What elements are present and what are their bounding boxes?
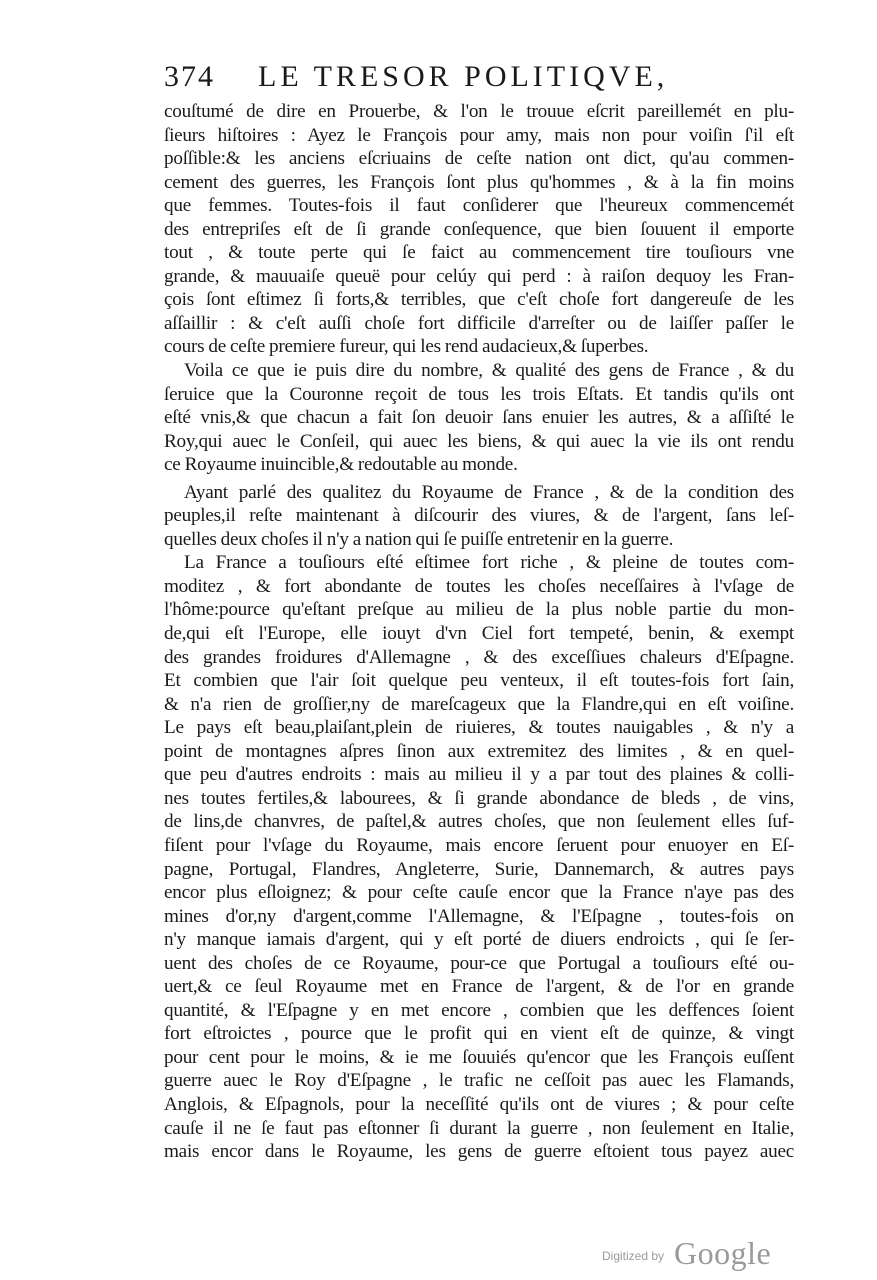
text-line: tout , & toute perte qui ſe faict au commencement tire touſiours vne — [164, 242, 794, 264]
text-line: uent des choſes de ce Royaume, pour-ce que Portugal a touſiours eſté ou- — [164, 952, 794, 974]
text-line: pour cent pour le moins, & ie me ſouuiés qu'encor que les François euſſent — [164, 1046, 794, 1068]
google-digitized-watermark — [602, 1235, 782, 1271]
page-number: 374 — [164, 60, 215, 93]
text-line: fiſent pour l'vſage du Royaume, mais encore ſeruent pour enuoyer en Eſ- — [164, 834, 794, 856]
text-line: peuples,il reſte maintenant à diſcourir des viures, & de l'argent, ſans leſ- — [164, 505, 794, 527]
text-line: des grandes froidures d'Allemagne , & des exceſſiues chaleurs d'Eſpagne. — [164, 646, 794, 668]
watermark-digitized-label: Digitized by — [602, 1249, 665, 1263]
text-line: La France a touſiours eſté eſtimee fort riche , & pleine de toutes com- — [184, 552, 794, 574]
text-line: de,qui eſt l'Europe, elle iouyt d'vn Ciel fort tempeté, benin, & exempt — [164, 623, 794, 645]
text-line: des entrepriſes eſt de ſi grande conſequence, que bien ſouuent il emporte — [164, 218, 794, 240]
text-line: cement des guerres, les François ſont plus qu'hommes , & à la fin moins — [164, 171, 794, 193]
text-line: mines d'or,ny d'argent,comme l'Allemagne, & l'Eſpagne , toutes-fois on — [164, 905, 794, 927]
text-line: que femmes. Toutes-fois il faut conſiderer que l'heureux commencemét — [164, 195, 794, 217]
text-line: ce Royaume inuincible,& redoutable au monde. — [164, 454, 518, 476]
text-line: Voila ce que ie puis dire du nombre, & qualité des gens de France , & du — [184, 360, 794, 382]
text-line: fort eſtroictes , pource que le profit qui en vient eſt de quinze, & vingt — [164, 1023, 794, 1045]
text-line: point de montagnes aſpres ſinon aux extremitez des limites , & en quel- — [164, 740, 794, 762]
text-line: n'y manque iamais d'argent, qui y eſt porté de diuers endroicts , qui ſe ſer- — [164, 929, 794, 951]
text-line: moditez , & fort abondante de toutes les choſes neceſſaires à l'vſage de — [164, 575, 794, 597]
text-line: encor plus eſloignez; & pour ceſte cauſe encor que la France n'aye pas des — [164, 882, 794, 904]
text-line: cauſe il ne ſe faut pas eſtonner ſi durant la guerre , non ſeulement en Italie, — [164, 1117, 794, 1139]
text-line: poſſible:& les anciens eſcriuains de ceſte nation ont dict, qu'au commen- — [164, 148, 794, 170]
text-line: quantité, & l'Eſpagne y en met encore , combien que les deffences ſoient — [164, 999, 794, 1021]
text-line: Ayant parlé des qualitez du Royaume de France , & de la condition des — [184, 481, 794, 503]
text-line: cours de ceſte premiere fureur, qui les rend audacieux,& ſuperbes. — [164, 336, 649, 358]
text-line: que peu d'autres endroits : mais au milieu il y a par tout des plaines & colli- — [164, 764, 794, 786]
google-logo: Google — [674, 1235, 772, 1271]
text-line: mais encor dans le Royaume, les gens de guerre eſtoient tous payez auec — [164, 1141, 794, 1163]
running-title: LE TRESOR POLITIQVE, — [258, 60, 669, 93]
text-line: aſſaillir : & c'eſt auſſi choſe fort difficile d'arreſter ou de laiſſer paſſer le — [164, 312, 794, 334]
text-line: Et combien que l'air ſoit quelque peu venteux, il eſt toutes-fois fort ſain, — [164, 670, 794, 692]
text-line: quelles deux choſes il n'y a nation qui ſe puiſſe entretenir en la guerre. — [164, 528, 674, 550]
text-line: grande, & mauuaiſe queuë pour celúy qui perd : à raiſon dequoy les Fran- — [164, 265, 794, 287]
text-line: guerre auec le Roy d'Eſpagne , le trafic ne ceſſoit pas auec les Flamands, — [164, 1070, 794, 1092]
text-line: nes toutes fertiles,& labourees, & ſi grande abondance de bleds , de vins, — [164, 787, 794, 809]
text-line: l'hôme:pource qu'eſtant preſque au milieu de la plus noble partie du mon- — [164, 599, 794, 621]
text-line: ſeruice que la Couronne reçoit de tous les trois Eſtats. Et tandis qu'ils ont — [164, 383, 794, 405]
text-line: Roy,qui auec le Conſeil, qui auec les biens, & qui auec la vie ils ont rendu — [164, 430, 794, 452]
text-line: uert,& ce ſeul Royaume met en France de l'argent, & de l'or en grande — [164, 976, 794, 998]
text-line: Le pays eſt beau,plaiſant,plein de riuieres, & toutes nauigables , & n'y a — [164, 717, 794, 739]
text-line: & n'a rien de groſſier,ny de mareſcageux que la Flandre,qui en eſt voiſine. — [164, 693, 794, 715]
text-line: de lins,de chanvres, de paſtel,& autres choſes, que non ſeulement elles ſuf- — [164, 811, 794, 833]
text-line: pagne, Portugal, Flandres, Angleterre, Surie, Dannemarch, & autres pays — [164, 858, 794, 880]
text-line: eſté vnis,& que chacun a fait ſon deuoir ſans enuier les autres, & a aſſiſté le — [164, 407, 794, 429]
text-line: çois ſont eſtimez ſi forts,& terribles, que c'eſt choſe fort dangereuſe de les — [164, 289, 794, 311]
running-head — [164, 60, 794, 100]
text-line: ſieurs hiſtoires : Ayez le François pour amy, mais non pour voiſin ſ'il eſt — [164, 124, 794, 146]
text-line: couſtumé de dire en Prouerbe, & l'on le trouue eſcrit pareillemét en plu- — [164, 101, 794, 122]
text-line: Anglois, & Eſpagnols, pour la neceſſité qu'ils ont de viures ; & pour ceſte — [164, 1093, 794, 1115]
body-text — [164, 100, 794, 1164]
